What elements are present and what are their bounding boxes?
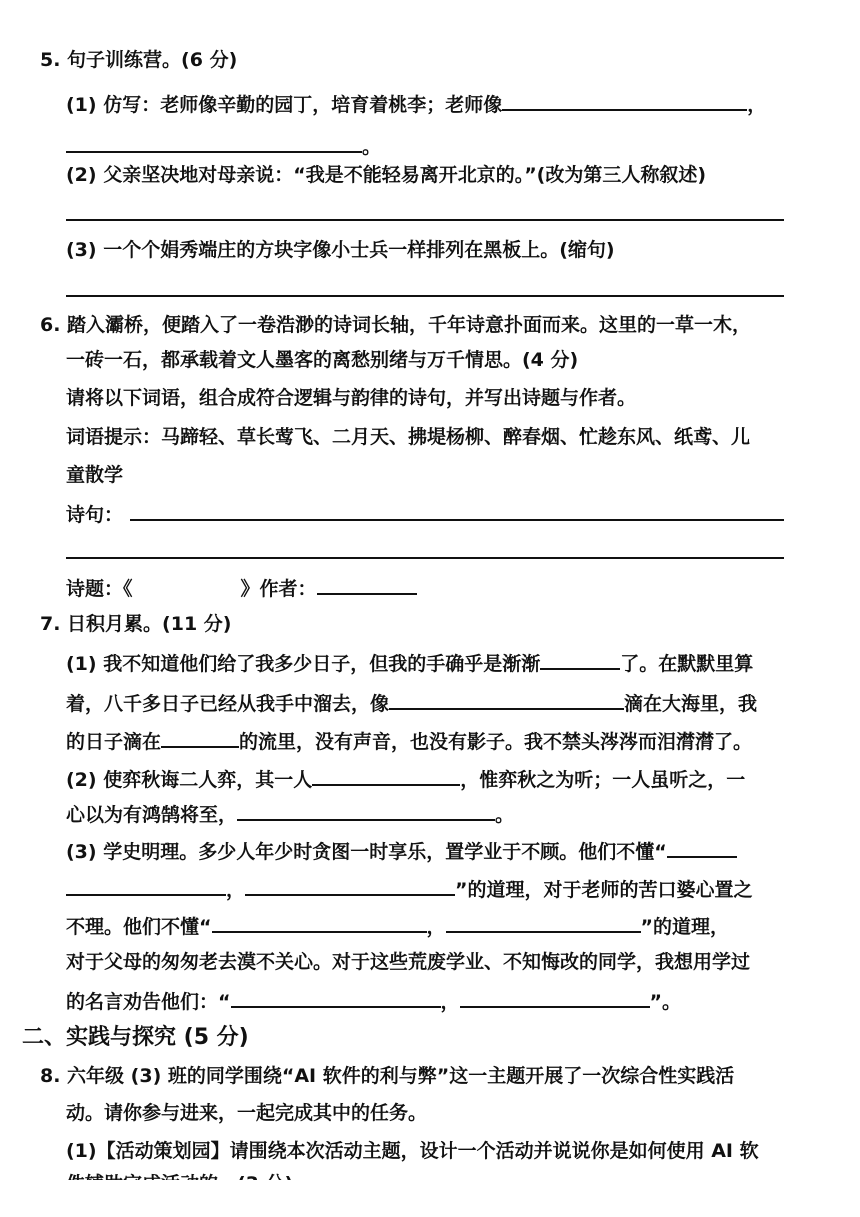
q7-p1-line-2 (66, 690, 757, 716)
q5-part1-text: (1) 仿写：老师像辛勤的园丁，培育着桃李；老师像 (66, 94, 503, 116)
q7-text: 。 (495, 804, 515, 826)
q7-p3-line-1 (66, 838, 737, 864)
q7-p3-line-2 (66, 876, 753, 902)
q7-text: 滴在大海里，我 (624, 693, 758, 715)
answer-blank[interactable] (502, 91, 747, 111)
q8-line-2: 动。请你参与进来，一起完成其中的任务。 (66, 1102, 428, 1124)
q7-text: ”。 (649, 991, 682, 1013)
q7-text: 心以为有鸿鹄将至， (66, 804, 238, 826)
q7-text: 不理。他们不懂“ (66, 916, 212, 938)
q5-title: 5. 句子训练营。(6 分) (40, 49, 238, 71)
q6-title-label: 诗题：《 (66, 578, 133, 600)
q5-part1 (66, 91, 766, 117)
answer-blank[interactable] (66, 876, 226, 896)
q5-part3: (3) 一个个娟秀端庄的方块字像小士兵一样排列在黑板上。(缩句) (66, 239, 615, 261)
q6-author-label: 》作者： (240, 578, 317, 600)
answer-blank[interactable] (312, 766, 460, 786)
q5-part1-end: 。 (362, 136, 382, 158)
verse-answer-line-2[interactable] (66, 557, 784, 559)
q7-text: (1) 我不知道他们给了我多少日子，但我的手确乎是渐渐 (66, 653, 541, 675)
author-blank[interactable] (317, 575, 417, 595)
q7-p3-line-3 (66, 913, 729, 939)
q7-text: 的日子滴在 (66, 731, 162, 753)
q6-line-4: 词语提示：马蹄轻、草长莺飞、二月天、拂堤杨柳、醉春烟、忙趁东风、纸鸢、儿 (66, 426, 751, 448)
q6-line-3: 请将以下词语，组合成符合逻辑与韵律的诗句，并写出诗题与作者。 (66, 387, 637, 409)
answer-blank[interactable] (231, 988, 441, 1008)
q7-text: ”的道理，对于老师的苦口婆心置之 (455, 879, 753, 901)
answer-blank[interactable] (237, 801, 495, 821)
q7-p2-line-1 (66, 766, 745, 792)
q7-text: ， (226, 879, 246, 901)
q7-text: 着，八千多日子已经从我手中溜去，像 (66, 693, 390, 715)
q7-text: 的名言劝告他们：“ (66, 991, 231, 1013)
q7-p2-line-2 (66, 801, 514, 827)
answer-blank[interactable] (389, 690, 624, 710)
q7-p3-line-5 (66, 988, 681, 1014)
answer-line[interactable] (66, 219, 784, 221)
answer-line[interactable] (66, 295, 784, 297)
q7-text: (2) 使弈秋诲二人弈，其一人 (66, 769, 313, 791)
answer-blank[interactable] (245, 876, 455, 896)
answer-blank[interactable] (667, 838, 737, 858)
q7-title: 7. 日积月累。(11 分) (40, 613, 232, 635)
answer-blank[interactable] (212, 913, 427, 933)
q7-text: ，惟弈秋之为听；一人虽听之，一 (460, 769, 746, 791)
q6-line-2: 一砖一石，都承载着文人墨客的离愁别绪与万千情思。(4 分) (66, 349, 579, 371)
verse-answer-line[interactable] (130, 519, 784, 521)
answer-blank[interactable] (66, 133, 362, 153)
q7-p1-line-1 (66, 650, 753, 676)
q6-line-5: 童散学 (66, 464, 124, 486)
q6-title-author (66, 575, 417, 601)
q6-verse-label: 诗句： (66, 504, 124, 526)
page-cutoff (0, 1180, 860, 1217)
q5-part2: (2) 父亲坚决地对母亲说：“我是不能轻易离开北京的。”(改为第三人称叙述) (66, 164, 707, 186)
q7-p1-line-3 (66, 728, 752, 754)
answer-blank[interactable] (161, 728, 239, 748)
section-heading: 二、实践与探究 (5 分) (22, 1025, 249, 1050)
q7-text: (3) 学史明理。多少人年少时贪图一时享乐，置学业于不顾。他们不懂“ (66, 841, 667, 863)
q7-p3-line-4: 对于父母的匆匆老去漠不关心。对于这些荒废学业、不知悔改的同学，我想用学过 (66, 951, 751, 973)
answer-blank[interactable] (460, 988, 650, 1008)
q7-text: ， (440, 991, 460, 1013)
q7-text: ”的道理， (640, 916, 730, 938)
q7-text: 的流里，没有声音，也没有影子。我不禁头涔涔而泪潸潸了。 (239, 731, 753, 753)
q7-text: 了。在默默里算 (620, 653, 754, 675)
q6-line-1: 6. 踏入灞桥，便踏入了一卷浩渺的诗词长轴，千年诗意扑面而来。这里的一草一木， (40, 314, 752, 336)
q5-part1-cont (66, 133, 381, 159)
q7-text: ， (426, 916, 446, 938)
q8-line-1: 8. 六年级 (3) 班的同学围绕“AI 软件的利与弊”这一主题开展了一次综合性实践活 (40, 1065, 735, 1087)
answer-blank[interactable] (446, 913, 641, 933)
q8-line-3: (1)【活动策划园】请围绕本次活动主题，设计一个活动并说说你是如何使用 AI 软 (66, 1140, 759, 1162)
answer-blank[interactable] (540, 650, 620, 670)
q5-part1-comma: ， (747, 94, 767, 116)
